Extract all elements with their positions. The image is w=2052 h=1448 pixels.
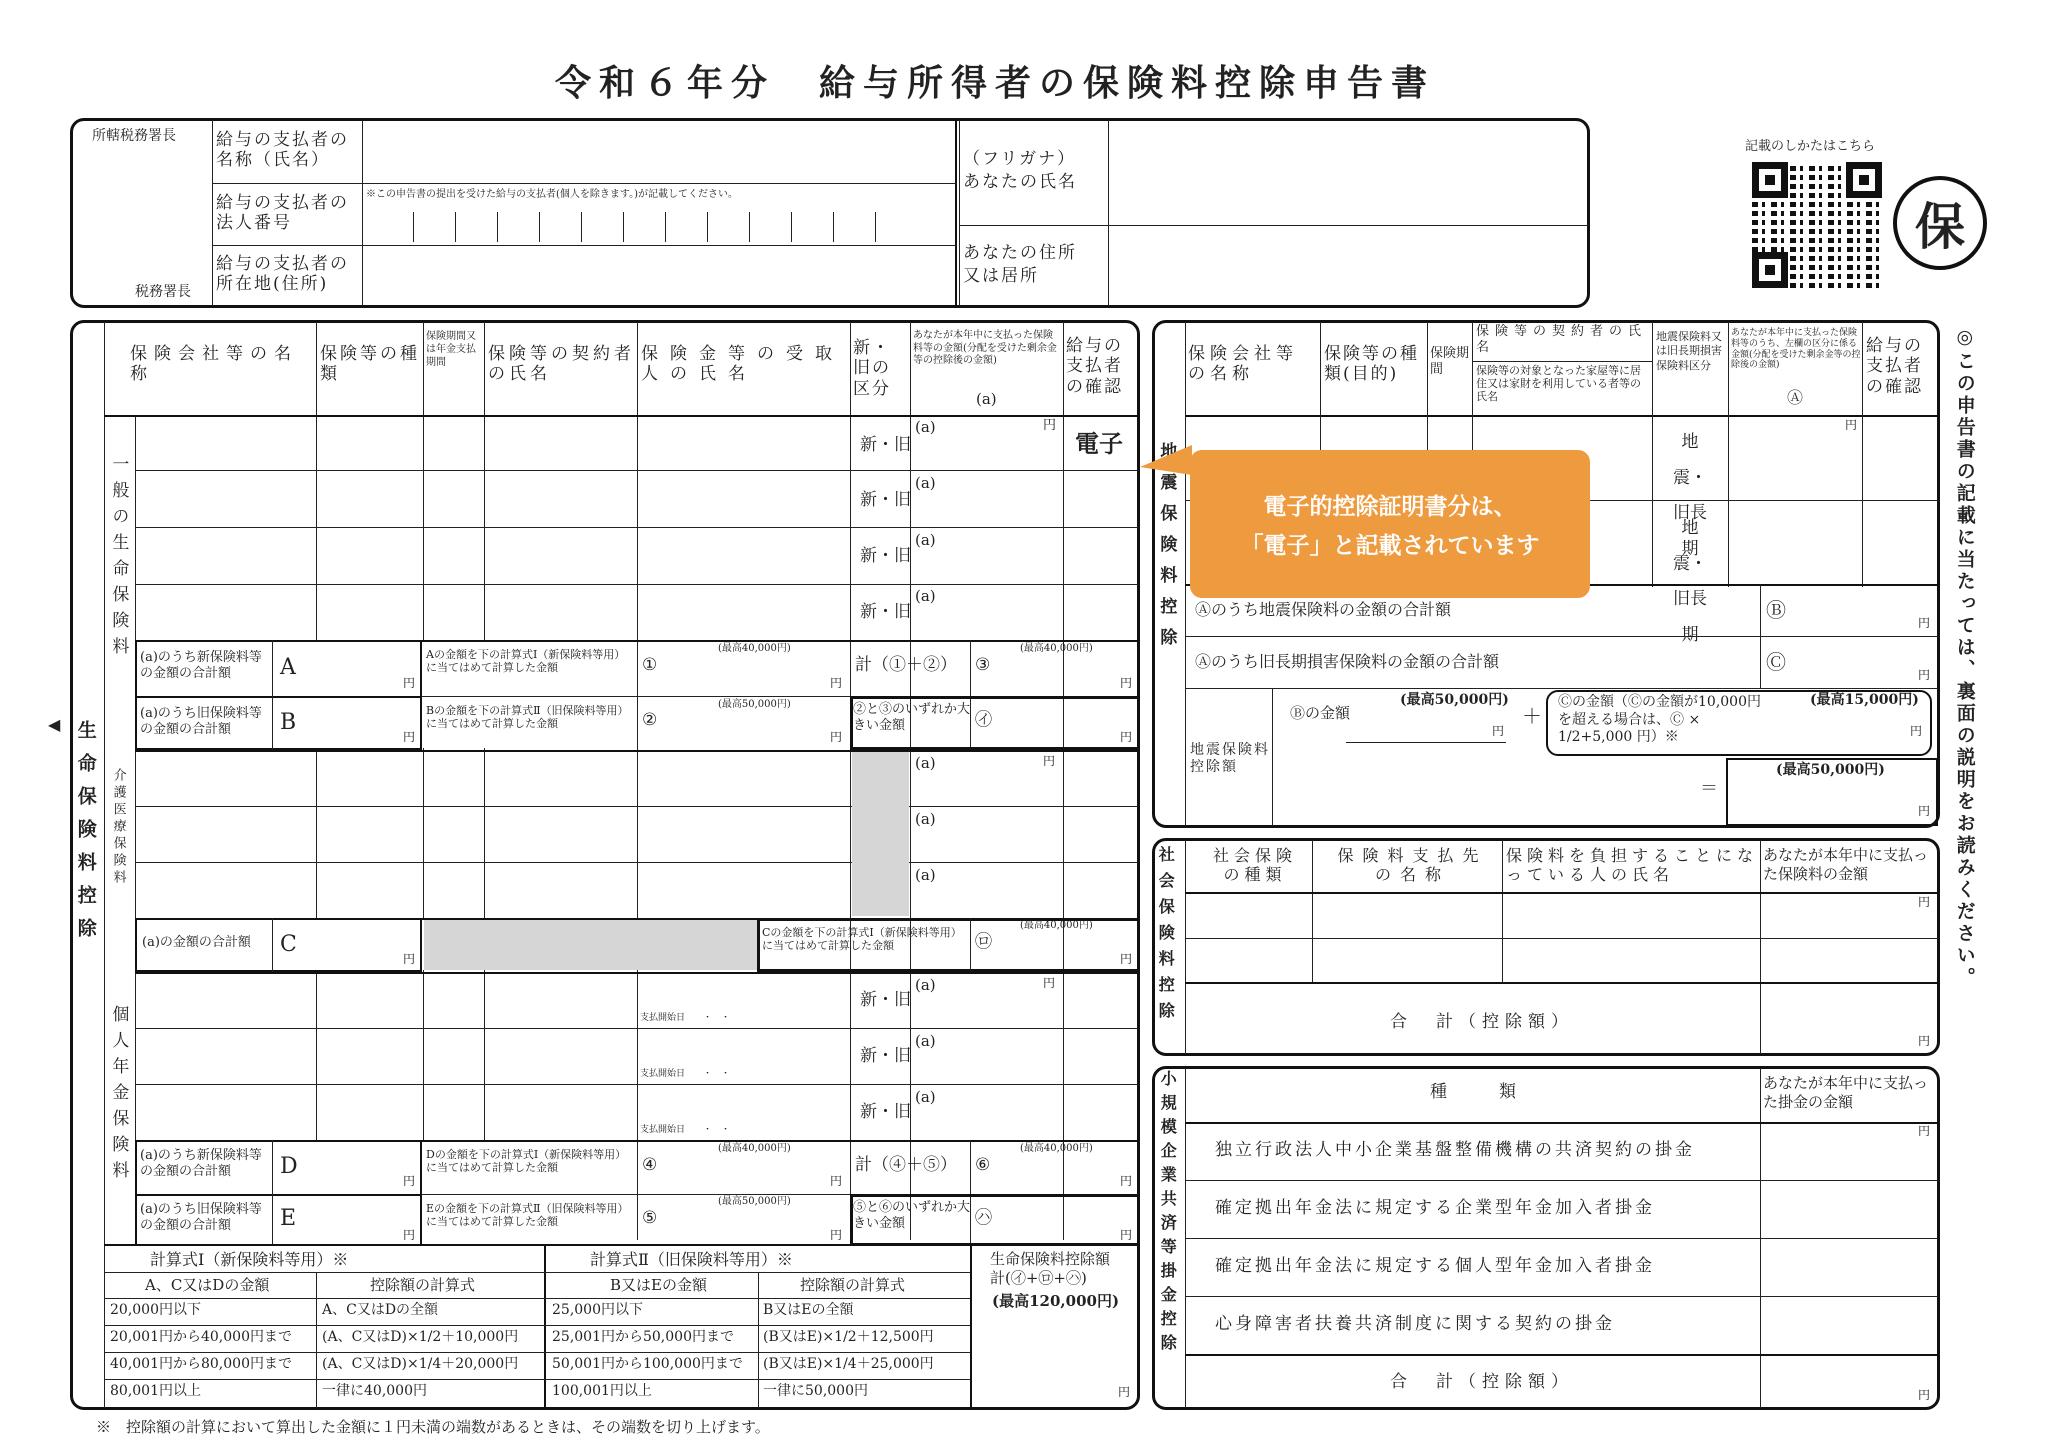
pension-a-2: (a) (915, 1032, 936, 1050)
yen-c3: 円 (1120, 676, 1133, 690)
formula-cell: (B又はE)×1/4＋25,000円 (763, 1356, 934, 1372)
sumA-yen: 円 (403, 676, 416, 690)
pension-newold-1: 新・旧 (860, 990, 911, 1010)
sumC-yen: 円 (403, 952, 416, 966)
calcC: Cの金額を下の計算式Ⅰ（新保険料等用）に当てはめて計算した金額 (762, 926, 962, 953)
qr-code-icon[interactable] (1752, 162, 1882, 288)
payer-number-note: ※この申告書の提出を受けた給与の支払者(個人を除きます。)が記載してください。 (366, 189, 739, 200)
sumC-label: (a)の金額の合計額 (142, 935, 251, 950)
earthquake-side-title: 地震保険料控除 (1156, 442, 1177, 659)
pension-start-1: 支払開始日 ・ ・ (640, 1013, 731, 1023)
eq-col-amount: あなたが本年中に支払った保険料等のうち、左欄の区分に係る金額(分配を受けた剰余金等の控除後の金額) (1731, 328, 1861, 371)
formula-cell: 80,001円以上 (110, 1383, 201, 1399)
pension-yen-1: 円 (1043, 976, 1056, 990)
formula1-head-a: A、C又はDの金額 (145, 1276, 270, 1294)
social-yen-1: 円 (1918, 895, 1931, 909)
eq-col-object: 保険等の対象となった家屋等に居住又は家財を利用している者等の氏名 (1476, 364, 1641, 404)
newold-3: 新・旧 (860, 546, 911, 566)
life-total-max: (最高120,000円) (992, 1292, 1120, 1310)
yen-cro: 円 (1120, 952, 1133, 966)
eq-c-rule: Ⓒの金額（Ⓒの金額が10,000円を超える場合は、Ⓒ × 1/2+5,000 円）※ (1558, 694, 1761, 745)
calcB: Bの金額を下の計算式Ⅱ（旧保険料等用）に当てはめて計算した金額 (426, 704, 629, 731)
formula-cell: 100,001円以上 (552, 1383, 652, 1399)
yen-ci: 円 (1120, 730, 1133, 744)
formula2-head-a: B又はEの金額 (610, 1276, 707, 1294)
yen-c2: 円 (830, 730, 843, 744)
life-total-yen: 円 (1118, 1385, 1131, 1399)
eq-col-company: 保険会社等の名称 (1188, 344, 1298, 385)
formula-cell: (A、C又はD)×1/2＋10,000円 (322, 1329, 519, 1345)
max56-label: ⑤と⑥のいずれか大きい金額 (853, 1200, 971, 1231)
eq-yen-C: 円 (1918, 668, 1931, 682)
care-a-3: (a) (915, 866, 936, 884)
circle-6: ⑥ (975, 1155, 991, 1175)
small-row-2: 確定拠出年金法に規定する企業型年金加入者掛金 (1215, 1198, 1655, 1218)
life-col-confirm: 給与の支払者の確認 (1066, 336, 1123, 397)
sumE-yen: 円 (403, 1228, 416, 1242)
amount-a-4: (a) (915, 587, 936, 605)
yen-c1: 円 (830, 676, 843, 690)
sumB-mark: B (280, 710, 297, 735)
sum12-label: 計（①＋②） (855, 655, 957, 675)
corporate-number-cells[interactable] (395, 212, 955, 244)
denshi-label: 電子 (1075, 430, 1123, 458)
eq-col-contractor: 保険等の契約者の氏名 (1476, 324, 1648, 355)
life-col-receiver: 保険金等の受取人の氏名 (641, 344, 844, 385)
formula-cell: 一律に50,000円 (763, 1383, 868, 1399)
newold-2: 新・旧 (860, 490, 911, 510)
care-a-1: (a) (915, 754, 936, 772)
social-col-bearer: 保険料を負担することになっている人の氏名 (1506, 846, 1759, 885)
circle-4: ④ (642, 1155, 658, 1175)
pension-a-1: (a) (915, 976, 936, 994)
formula-cell: 25,000円以下 (552, 1302, 643, 1318)
amount-a-3: (a) (915, 531, 936, 549)
eq-equals: ＝ (1700, 778, 1718, 799)
amount-a-2: (a) (915, 474, 936, 492)
sumA-mark: A (280, 655, 296, 680)
pension-start-2: 支払開始日 ・ ・ (640, 1069, 731, 1079)
circle-3: ③ (975, 655, 991, 675)
small-col-kind: 種 類 (1430, 1082, 1522, 1102)
sumA-label: (a)のうち新保険料等の金額の合計額 (140, 650, 262, 681)
payer-number-label: 給与の支払者の 法人番号 (216, 193, 349, 234)
life-col-type: 保険等の種類 (320, 344, 420, 385)
pension-a-3: (a) (915, 1088, 936, 1106)
eq-max50k-2: (最高50,000円) (1776, 762, 1885, 778)
max40k-2: (最高40,000円) (1020, 643, 1093, 654)
social-col-kind: 社会保険の種類 (1212, 846, 1297, 885)
eq-col-confirm: 給与の支払者の確認 (1866, 336, 1923, 397)
yen-c4: 円 (830, 1174, 843, 1188)
small-row-1: 独立行政法人中小企業基盤整備機構の共済契約の掛金 (1215, 1140, 1695, 1160)
formula-cell: 20,000円以下 (110, 1302, 201, 1318)
sumB-label: (a)のうち旧保険料等の金額の合計額 (140, 706, 262, 737)
address-label: あなたの住所 又は居所 (963, 243, 1077, 286)
care-label: 介護医療保険料 (110, 768, 126, 887)
life-col-amount: あなたが本年中に支払った保険料等の金額(分配を受けた剰余金等の控除後の金額) (913, 330, 1057, 366)
formula-cell: (B又はE)×1/2＋12,500円 (763, 1329, 934, 1345)
life-col-amount-mark: (a) (976, 390, 997, 408)
sumB-yen: 円 (403, 730, 416, 744)
callout-pointer (1140, 445, 1192, 475)
calcE: Eの金額を下の計算式Ⅱ（旧保険料等用）に当てはめて計算した金額 (426, 1202, 629, 1229)
callout-line-1: 電子的控除証明書分は、 (1263, 494, 1517, 520)
eq-deduct-label: 地震保険料控除額 (1190, 742, 1270, 775)
office-suffix: 税務署長 (135, 284, 191, 300)
small-side-title: 小規模企業共済等掛金控除 (1158, 1070, 1178, 1358)
sumD-yen: 円 (403, 1174, 416, 1188)
eq-yen-total: 円 (1918, 804, 1931, 818)
sumE-mark: E (280, 1206, 297, 1231)
formula2-title: 計算式Ⅱ（旧保険料等用）※ (590, 1250, 793, 1269)
pension-label: 個人年金保険料 (108, 1005, 129, 1187)
sumD-mark: D (280, 1154, 298, 1179)
life-col-contractor: 保険等の契約者の氏名 (488, 344, 635, 385)
yen-cha: 円 (1120, 1228, 1133, 1242)
yen-c6: 円 (1120, 1174, 1133, 1188)
newold-4: 新・旧 (860, 602, 911, 622)
formula-cell: 20,001円から40,000円まで (110, 1329, 292, 1345)
life-side-title: 生命保険料控除 (74, 720, 97, 951)
eq-col-period: 保険期間 (1430, 346, 1470, 377)
max50k-1: (最高50,000円) (718, 699, 791, 710)
life-col-period: 保険期間又は年金支払期間 (426, 331, 476, 368)
general-label: 一般の生命保険料 (108, 455, 129, 663)
circle-ro: ㋺ (975, 932, 992, 952)
formula-cell: 25,001円から50,000円まで (552, 1329, 734, 1345)
social-yen-total: 円 (1918, 1034, 1931, 1048)
eq-yen-1: 円 (1845, 418, 1858, 432)
social-col-payee: 保険料支払先の名称 (1337, 846, 1488, 885)
small-total: 合 計（控除額） (1390, 1372, 1574, 1392)
circle-1: ① (642, 655, 658, 675)
qr-caption: 記載のしかたはこちら (1745, 139, 1876, 154)
life-col-newold: 新・旧の区分 (853, 338, 891, 399)
formula-cell: 50,001円から100,000円まで (552, 1356, 743, 1372)
eq-yen-c: 円 (1910, 724, 1923, 738)
eq-plus: ＋ (1522, 704, 1542, 728)
amount-a-1: (a) (915, 418, 936, 436)
social-side-title: 社会保険料控除 (1156, 846, 1176, 1028)
eq-kind-1: 地震・旧長期 (1673, 432, 1707, 560)
pension-newold-3: 新・旧 (860, 1102, 911, 1122)
max40k-1: (最高40,000円) (718, 643, 791, 654)
callout-line-2: 「電子」と記載されています (1240, 533, 1540, 560)
sumC-mark: C (280, 932, 297, 957)
eq-markC: Ⓒ (1766, 650, 1786, 674)
small-col-amount: あなたが本年中に支払った掛金の金額 (1763, 1074, 1929, 1111)
eq-b-amount: Ⓑの金額 (1290, 704, 1351, 722)
sumD-label: (a)のうち新保険料等の金額の合計額 (140, 1148, 262, 1179)
small-yen-total: 円 (1918, 1388, 1931, 1402)
small-row-3: 確定拠出年金法に規定する個人型年金加入者掛金 (1215, 1256, 1655, 1276)
life-total-label: 生命保険料控除額 計(㋑+㋺+㋩) (990, 1250, 1111, 1287)
calcA: Aの金額を下の計算式Ⅰ（新保険料等用）に当てはめて計算した金額 (426, 648, 626, 675)
eq-markB: Ⓑ (1766, 598, 1786, 622)
callout-bubble (1190, 450, 1590, 598)
eq-col-type: 保険等の種類(目的) (1324, 344, 1419, 385)
formula-cell: A、C又はDの全額 (322, 1302, 439, 1318)
sumE-label: (a)のうち旧保険料等の金額の合計額 (140, 1202, 262, 1233)
formula-cell: B又はEの全額 (763, 1302, 854, 1318)
social-total: 合 計（控除額） (1390, 1012, 1574, 1032)
max50k-2: (最高50,000円) (718, 1196, 791, 1207)
circle-5: ⑤ (642, 1208, 658, 1228)
payer-name-label: 給与の支払者の 名称（氏名） (216, 130, 349, 171)
yen-c5: 円 (830, 1228, 843, 1242)
formula-cell: 一律に40,000円 (322, 1383, 427, 1399)
arrow-left-icon: ◀ (48, 715, 61, 734)
formula1-head-b: 控除額の計算式 (370, 1276, 476, 1294)
furigana-label: （フリガナ） あなたの氏名 (963, 149, 1077, 192)
calcD: Dの金額を下の計算式Ⅰ（新保険料等用）に当てはめて計算した金額 (426, 1148, 627, 1175)
eq-max15k: (最高15,000円) (1810, 692, 1919, 708)
yen-1: 円 (1043, 418, 1057, 433)
stamp-text: 保 (1915, 198, 1965, 256)
newold-1: 新・旧 (860, 435, 911, 455)
small-yen-1: 円 (1918, 1124, 1931, 1138)
formula2-head-b: 控除額の計算式 (800, 1276, 906, 1294)
eq-col-amount-mark: Ⓐ (1787, 388, 1804, 407)
max40k-5: (最高40,000円) (1020, 1143, 1093, 1154)
care-yen-1: 円 (1043, 754, 1056, 768)
eq-sumC-label: Ⓐのうち旧長期損害保険料の金額の合計額 (1195, 652, 1500, 671)
eq-yen-B: 円 (1918, 616, 1931, 630)
small-row-4: 心身障害者扶養共済制度に関する契約の掛金 (1215, 1314, 1615, 1334)
formula-cell: 40,001円から80,000円まで (110, 1356, 292, 1372)
circle-2: ② (642, 710, 658, 730)
eq-col-kind: 地震保険料又は旧長期損害保険料区分 (1656, 330, 1722, 372)
side-note: ◎この申告書の記載に当たっては、裏面の説明をお読みください。 (1953, 326, 1976, 989)
page-title: 令和６年分 給与所得者の保険料控除申告書 (555, 63, 1436, 104)
max23-label: ②と③のいずれか大きい金額 (853, 702, 971, 733)
formula-cell: (A、C又はD)×1/4＋20,000円 (322, 1356, 519, 1372)
formula1-title: 計算式Ⅰ（新保険料等用）※ (150, 1250, 349, 1269)
eq-sumB-label: Ⓐのうち地震保険料の金額の合計額 (1195, 600, 1452, 619)
circle-ha: ㋩ (975, 1208, 992, 1228)
eq-kind-2: 地震・旧長期 (1673, 518, 1707, 646)
sum45-label: 計（④＋⑤） (855, 1155, 957, 1175)
stamp-circle (1893, 176, 1987, 270)
eq-yen-b: 円 (1492, 724, 1505, 738)
office-label: 所轄税務署長 (92, 128, 176, 144)
payer-address-label: 給与の支払者の 所在地(住所) (216, 254, 349, 295)
footnote: ※ 控除額の計算において算出した金額に１円未満の端数があるときは、その端数を切り上げます。 (96, 1418, 770, 1436)
eq-max50k-1: (最高50,000円) (1400, 692, 1509, 708)
max40k-3: (最高40,000円) (1020, 920, 1093, 931)
pension-newold-2: 新・旧 (860, 1046, 911, 1066)
social-col-amount: あなたが本年中に支払った保険料の金額 (1763, 846, 1929, 883)
care-a-2: (a) (915, 810, 936, 828)
circle-i: ㋑ (975, 710, 992, 730)
pension-start-3: 支払開始日 ・ ・ (640, 1125, 731, 1135)
life-col-company: 保険会社等の名称 (130, 344, 298, 385)
max40k-4: (最高40,000円) (718, 1143, 791, 1154)
